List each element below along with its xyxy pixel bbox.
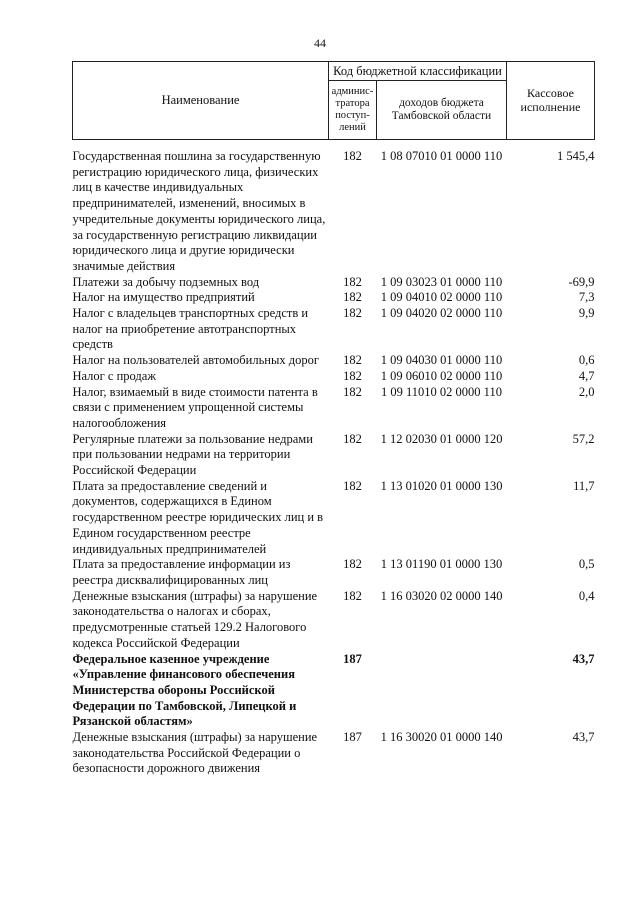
table-row <box>73 275 595 291</box>
row-admin-code-cell: 182 <box>343 557 362 572</box>
row-income-code-cell <box>377 652 507 731</box>
row-income-code-cell: 1 08 07010 01 0000 110 <box>380 149 503 163</box>
row-amount-cell: 7,3 <box>578 290 595 305</box>
table-row <box>73 589 595 652</box>
row-admin-code-cell: 182 <box>343 368 362 383</box>
row-name-cell: Налог с владельцев транспортных средств и налог на приобретение автотранспортных средств <box>72 306 309 352</box>
row-name-cell: Налог на пользователей автомобильных дорог <box>72 353 319 368</box>
row-name-cell: Платежи за добычу подземных вод <box>72 274 260 289</box>
row-amount-cell: 0,6 <box>578 353 595 368</box>
row-income-code-cell: 1 09 06010 02 0000 110 <box>380 368 503 383</box>
row-amount-cell: 0,4 <box>578 588 595 603</box>
row-income-code-cell: 1 09 04020 02 0000 110 <box>380 306 503 321</box>
row-name-cell: Федеральное казенное учреждение «Управление финансового обеспечения Министерства обороны Российской Федерации по Тамбовской, Липецкой и Рязанской областям» <box>72 651 297 729</box>
row-income-code-cell: 1 09 04010 02 0000 110 <box>380 290 503 305</box>
row-amount-cell: -69,9 <box>568 274 595 289</box>
table-row <box>73 557 595 588</box>
table-row <box>73 652 595 731</box>
row-name-cell: Налог, взимаемый в виде стоимости патента в связи с применением упрощенной системы налогообложения <box>72 384 318 430</box>
row-name-cell: Плата за предоставление сведений и документов, содержащихся в Едином государственном реестре юридических лиц и в Едином государственном реестре индивидуальных предпринимателей <box>72 478 324 556</box>
row-name-cell: Денежные взыскания (штрафы) за нарушение законодательства Российской Федерации о безопасности дорожного движения <box>72 730 318 776</box>
row-name-cell: Государственная пошлина за государственную регистрацию юридического лица, физических лиц в качестве индивидуальных предпринимателей, изменений, вносимых в учредительные документы юридического лица, за государственную регистрацию ликвидации юридического лица и другие юридически значимые действия <box>72 149 326 273</box>
row-income-code-cell: 1 09 11010 02 0000 110 <box>381 384 502 399</box>
row-admin-code-cell: 182 <box>343 274 362 289</box>
row-amount-cell: 43,7 <box>572 730 595 745</box>
row-admin-code-cell: 182 <box>343 384 362 399</box>
table-row <box>73 369 595 385</box>
row-amount-cell: 43,7 <box>572 651 595 666</box>
row-admin-code-cell: 187 <box>343 651 362 666</box>
table-row <box>73 385 595 432</box>
header-amount: Кассовое исполнение <box>507 62 595 140</box>
spacer-row <box>73 140 595 150</box>
row-income-code-cell: 1 16 30020 01 0000 140 <box>380 730 503 745</box>
row-amount-cell: 4,7 <box>578 368 595 383</box>
row-admin-code-cell: 182 <box>343 290 362 305</box>
row-amount-cell: 57,2 <box>572 431 595 446</box>
row-admin-code-cell: 182 <box>343 431 362 446</box>
page-number: 44 <box>314 36 326 50</box>
row-name-cell: Налог на имущество предприятий <box>72 290 255 305</box>
row-amount-cell: 9,9 <box>578 306 595 321</box>
header-code-group: Код бюджетной классификации <box>329 62 507 81</box>
row-admin-code-cell: 182 <box>343 588 362 603</box>
table-row <box>73 306 595 353</box>
row-admin-code-cell: 182 <box>343 353 362 368</box>
row-amount-cell: 0,5 <box>578 557 595 572</box>
row-name-cell: Регулярные платежи за пользование недрами при пользовании недрами на территории Российской Федерации <box>72 431 313 478</box>
row-amount-cell: 2,0 <box>578 384 595 399</box>
row-name-cell: Денежные взыскания (штрафы) за нарушение законодательства о налогах и сборах, предусмотренные статьей 129.2 Налогового кодекса Российской Федерации <box>72 588 318 650</box>
row-income-code-cell: 1 09 03023 01 0000 110 <box>380 274 503 289</box>
row-amount-cell: 11,7 <box>573 478 595 493</box>
row-admin-code-cell: 187 <box>343 730 362 745</box>
table-row <box>73 479 595 558</box>
header-income-code: доходов бюджета Тамбовской области <box>377 81 507 140</box>
table-row <box>73 353 595 369</box>
row-income-code-cell: 1 13 01020 01 0000 130 <box>380 478 503 493</box>
header-name: Наименование <box>73 62 329 140</box>
row-income-code-cell: 1 13 01190 01 0000 130 <box>380 557 503 572</box>
table-row <box>73 730 595 777</box>
row-income-code-cell: 1 12 02030 01 0000 120 <box>380 431 503 446</box>
row-income-code-cell: 1 16 03020 02 0000 140 <box>380 588 503 603</box>
table-body <box>73 140 595 778</box>
header-admin-code: админис-тратора поступ-лений <box>329 81 377 140</box>
row-admin-code-cell: 182 <box>343 149 362 163</box>
row-name-cell: Плата за предоставление информации из реестра дисквалифицированных лиц <box>72 557 291 587</box>
row-admin-code-cell: 182 <box>343 478 362 493</box>
table-row <box>73 432 595 479</box>
row-admin-code-cell: 182 <box>343 306 362 321</box>
row-name-cell: Налог с продаж <box>72 368 156 383</box>
budget-classification-table <box>72 61 595 777</box>
table-row <box>73 290 595 306</box>
table-header <box>73 62 595 140</box>
row-income-code-cell: 1 09 04030 01 0000 110 <box>380 353 503 368</box>
table-row <box>73 149 595 275</box>
row-amount-cell: 1 545,4 <box>557 149 595 163</box>
